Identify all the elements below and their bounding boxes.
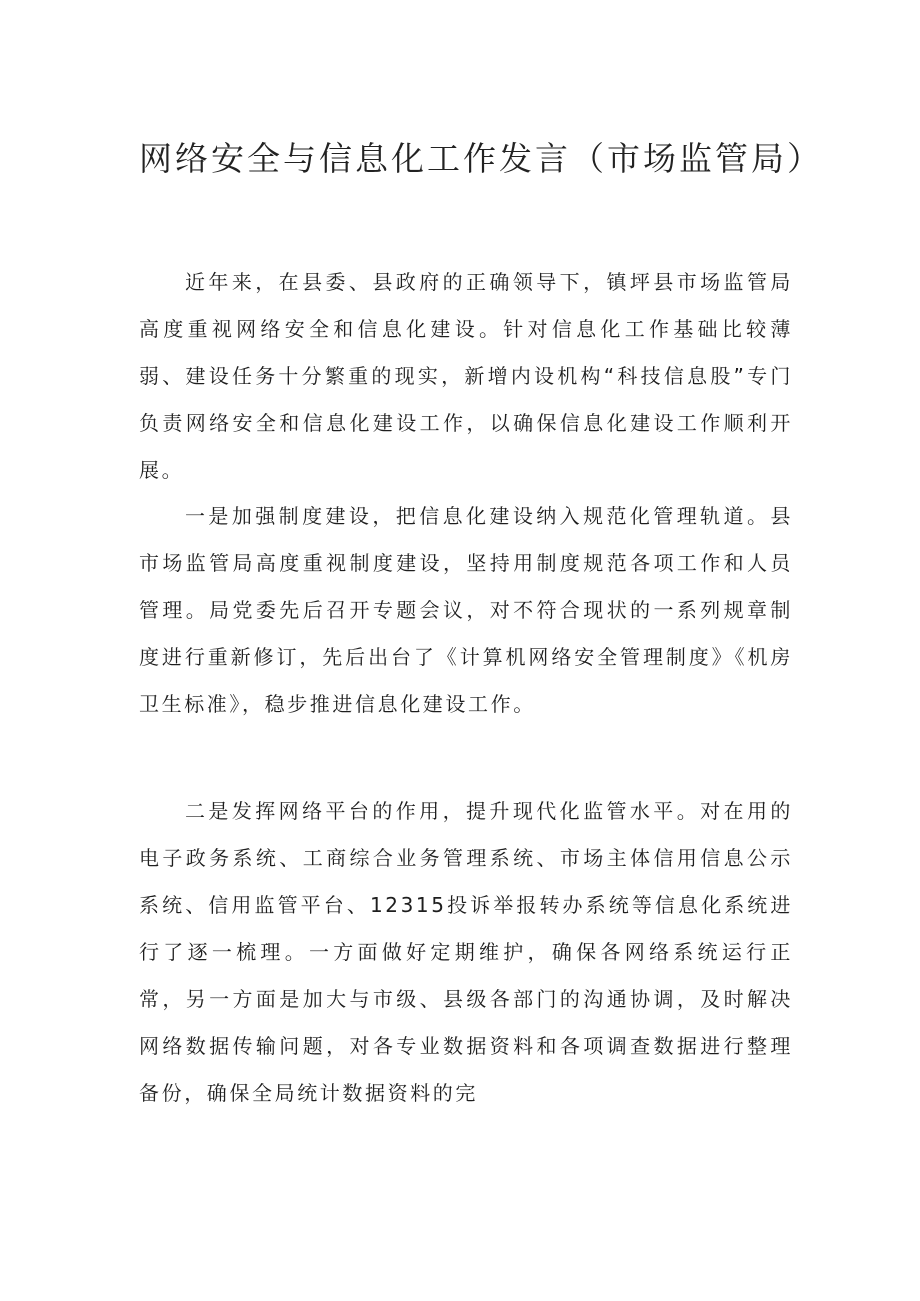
paragraph-intro: 近年来，在县委、县政府的正确领导下，镇坪县市场监管局高度重视网络安全和信息化建设。针对信息化工作基础比较薄弱、建设任务十分繁重的现实，新增内设机构“科技信息股”专门负责网络安全和信息化建设工作，以确保信息化建设工作顺利开展。 xyxy=(139,270,793,482)
paragraph-system-building: 一是加强制度建设，把信息化建设纳入规范化管理轨道。县市场监管局高度重视制度建设，坚持用制度规范各项工作和人员管理。局党委先后召开专题会议，对不符合现状的一系列规章制度进行重新修订，先后出台了《计算机网络安全管理制度》《机房卫生标准》，稳步推进信息化建设工作。 xyxy=(139,504,793,716)
document-title: 网络安全与信息化工作发言（市场监管局） xyxy=(139,139,823,178)
paragraph-network-platform: 二是发挥网络平台的作用，提升现代化监管水平。对在用的电子政务系统、工商综合业务管理系统、市场主体信用信息公示系统、信用监管平台、12315投诉举报转办系统等信息化系统进行了逐一梳理。一方面做好定期维护，确保各网络系统运行正常，另一方面是加大与市级、县级各部门的沟通协调，及时解决网络数据传输问题，对各专业数据资料和各项调查数据进行整理备份，确保全局统计数据资料的完 xyxy=(139,799,793,1105)
